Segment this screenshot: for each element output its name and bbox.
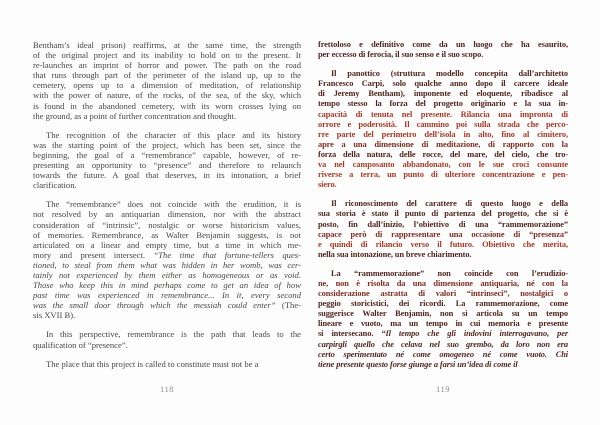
body-text: posto, fin dall’inizio, l’obiettivo di una “rammemorazione” xyxy=(318,219,568,229)
body-text: of the original project and its inability to hold on to the present. It xyxy=(33,50,301,61)
text-line xyxy=(33,101,301,111)
paragraph xyxy=(33,199,301,320)
body-text: was the starting point of the project, which has been set, since the xyxy=(33,139,301,150)
page-number-left: 118 xyxy=(160,384,174,394)
quote-text: carpirgli quello che celava nel suo grembo, da loro non era xyxy=(318,339,568,349)
text-line xyxy=(33,90,301,100)
body-text: La “rammemorazione” non coincide con l’erudizio- xyxy=(331,268,568,278)
body-text: capace però di rappresentare una occasione di “presenza” xyxy=(318,229,568,239)
text-line xyxy=(318,160,568,170)
text-line xyxy=(318,360,568,370)
text-line xyxy=(318,199,568,209)
text-line xyxy=(33,180,301,190)
body-text: riverse a terra, un punto di ulteriore concentrazione e pen- xyxy=(318,170,568,180)
body-text: Il panottico (struttura modello concepita dall’architetto xyxy=(331,69,568,79)
text-line xyxy=(318,69,568,79)
body-text: orrore e poderosità. Il cammino poi sulla strada che perco- xyxy=(318,119,568,129)
paragraph xyxy=(33,359,301,369)
paragraph xyxy=(318,199,568,260)
body-text: rre parte del perimetro dell’isola in alto, fino al cimitero, xyxy=(318,129,568,139)
body-text: va nel camposanto abbandonato, con le sue croci consunte xyxy=(318,160,568,170)
text-line xyxy=(318,150,568,160)
body-text: frettoloso e definitivo come da un luogo che ha esaurito, xyxy=(318,40,568,49)
body-text: qualification of “presence”. xyxy=(33,339,128,350)
body-text: The “remembrance” does not coincide with the erudition, it is xyxy=(46,199,301,210)
text-line xyxy=(318,89,568,99)
text-line xyxy=(318,269,568,279)
text-line xyxy=(33,140,301,150)
body-text: per eccesso di ferocia, il suo senso e il suo scopo. xyxy=(318,50,484,60)
text-line xyxy=(318,220,568,230)
body-text: cemetery, opens up to a dimension of meditation, of relationship xyxy=(33,80,301,91)
body-text: considerazione astratta di valori “intrinseci”, nostalgici o xyxy=(318,289,568,299)
paragraph xyxy=(33,329,301,349)
body-text: peggio storicistici, dei ricordi. La rammemorazione, come xyxy=(318,299,568,309)
text-line xyxy=(318,319,568,329)
text-line xyxy=(318,120,568,130)
body-text: the ground, as a point of further concentration and thought. xyxy=(33,110,237,121)
text-line xyxy=(33,260,301,270)
body-text: The place that this project is called to constitute must not be a xyxy=(46,358,259,369)
text-line xyxy=(33,209,301,219)
body-text: apre a una dimensione di meditazione, di rapporto con la xyxy=(318,139,568,149)
quote-text: Those who keep this in mind perhaps come to get an idea of how xyxy=(33,280,301,291)
text-line xyxy=(318,340,568,350)
text-line xyxy=(33,70,301,80)
body-text: The recognition of the character of this place and its history xyxy=(46,129,301,140)
paragraph xyxy=(318,40,568,60)
body-text: not resolved by an antiquarian dimension, nor with the abstract xyxy=(33,209,301,220)
body-text: si intersecano. xyxy=(318,329,382,339)
text-line xyxy=(318,140,568,150)
quote-text: tioned, to steal from them what was hidden in her womb, was cer- xyxy=(33,259,301,270)
text-line xyxy=(33,220,301,230)
body-text: clarification. xyxy=(33,180,77,191)
text-line xyxy=(33,60,301,70)
body-text: presenting an opportunity to “presence” and therefore to relaunch xyxy=(33,160,301,171)
paragraph xyxy=(318,269,568,370)
text-line xyxy=(33,310,301,320)
text-line xyxy=(33,160,301,170)
quote-text: was the small door through which the messiah could enter” xyxy=(33,300,276,311)
text-line xyxy=(318,350,568,360)
body-text: mory and present intersect. xyxy=(33,249,154,260)
body-text: Il riconoscimento del carattere di questo luogo e della xyxy=(331,199,568,209)
text-line xyxy=(318,50,568,60)
text-line xyxy=(33,290,301,300)
body-text: ne, non è risolta da una dimensione antiquaria, né con la xyxy=(318,278,568,288)
body-text: sua storia è stato il punto di partenza del progetto, che si è xyxy=(318,209,568,219)
body-text: beginning, the goal of a “remembrance” capable, however, of re- xyxy=(33,149,301,160)
text-line xyxy=(33,50,301,60)
body-text: is found in the abandoned cemetery, with its worn crosses lying on xyxy=(33,100,301,111)
quote-text: tainly not experienced by them either as homogeneous or as void. xyxy=(33,269,301,280)
body-text: e quindi di rilancio verso il futuro. Obiettivo che merita, xyxy=(318,239,568,249)
quote-text: “Il tempo che gli indovini interrogavano, per xyxy=(381,329,569,339)
text-line xyxy=(33,340,301,350)
text-line xyxy=(318,110,568,120)
text-line xyxy=(318,40,568,50)
text-line xyxy=(33,80,301,90)
text-line xyxy=(33,230,301,240)
body-text: siero. xyxy=(318,180,337,190)
text-line xyxy=(33,300,301,310)
right-page-text xyxy=(318,40,568,370)
text-line xyxy=(318,329,568,339)
quote-text: certo sperimentato né come omogeneo né come vuoto. Chi xyxy=(318,349,568,359)
body-text: Francesco Carpi, solo qualche anno dopo il carcere ideale xyxy=(318,79,568,89)
text-line xyxy=(318,309,568,319)
text-line xyxy=(318,130,568,140)
text-line xyxy=(318,289,568,299)
text-line xyxy=(318,250,568,260)
quote-text: tiene presente questo forse giunge a farsi un’idea di come il xyxy=(318,359,518,369)
body-text: suggerisce Walter Benjamin, non si articola su un tempo xyxy=(318,309,568,319)
text-line xyxy=(33,111,301,121)
text-line xyxy=(318,230,568,240)
text-line xyxy=(33,150,301,160)
body-text: tempo stesso la forza del progetto originario e la sua in- xyxy=(318,99,568,109)
text-line xyxy=(33,329,301,339)
paragraph xyxy=(33,40,301,121)
body-text: towards the future. A goal that deserves, in its intonation, a brief xyxy=(33,170,301,181)
body-text: of memories. Remembrance, as Walter Benjamin suggests, is not xyxy=(33,229,301,240)
body-text: lineare e vuoto, ma un tempo in cui memoria e presente xyxy=(318,319,568,329)
text-line xyxy=(318,180,568,190)
body-text: (The- xyxy=(275,300,301,311)
body-text: forza della natura, delle rocce, del mare, del cielo, che tro- xyxy=(318,149,568,159)
text-line xyxy=(318,299,568,309)
body-text: articulated on a linear and empty time, but a time in which me- xyxy=(33,239,301,250)
quote-text: past time was experienced in remembrance... In it, every second xyxy=(33,290,301,301)
page-number-right: 119 xyxy=(436,384,450,394)
text-line xyxy=(33,199,301,209)
body-text: Bentham’s ideal prison) reaffirms, at the same time, the strength xyxy=(33,40,301,50)
left-page-text xyxy=(33,40,301,369)
text-line xyxy=(33,130,301,140)
body-text: capacità di tenuta nel presente. Rilancia una impronta di xyxy=(318,109,568,119)
body-text: that runs through part of the perimeter of the island up, up to the xyxy=(33,70,301,81)
body-text: with the power of nature, of the rocks, of the sea, of the sky, which xyxy=(33,90,301,101)
text-line xyxy=(318,279,568,289)
text-line xyxy=(318,79,568,89)
paragraph xyxy=(33,130,301,191)
body-text: In this perspective, remembrance is the path that leads to the xyxy=(46,329,301,340)
text-line xyxy=(33,170,301,180)
text-line xyxy=(33,250,301,260)
body-text: di Jeremy Bentham), imponente ed eloquente, ribadisce al xyxy=(318,89,568,99)
text-line xyxy=(33,359,301,369)
body-text: nella sua intonazione, un breve chiarimento. xyxy=(318,249,472,259)
text-line xyxy=(318,99,568,109)
paragraph xyxy=(318,69,568,190)
text-line xyxy=(33,280,301,290)
text-line xyxy=(318,170,568,180)
text-line xyxy=(33,40,301,50)
text-line xyxy=(33,240,301,250)
text-line xyxy=(33,270,301,280)
body-text: consideration of “intrinsic”, nostalgic or worse historicism values, xyxy=(33,219,301,230)
text-line xyxy=(318,240,568,250)
text-line xyxy=(318,209,568,219)
quote-text: “The time that fortune-tellers ques- xyxy=(153,249,301,260)
body-text: sis XVII B). xyxy=(33,310,76,321)
body-text: re-launches an imprint of horror and power. The path on the road xyxy=(33,60,301,71)
